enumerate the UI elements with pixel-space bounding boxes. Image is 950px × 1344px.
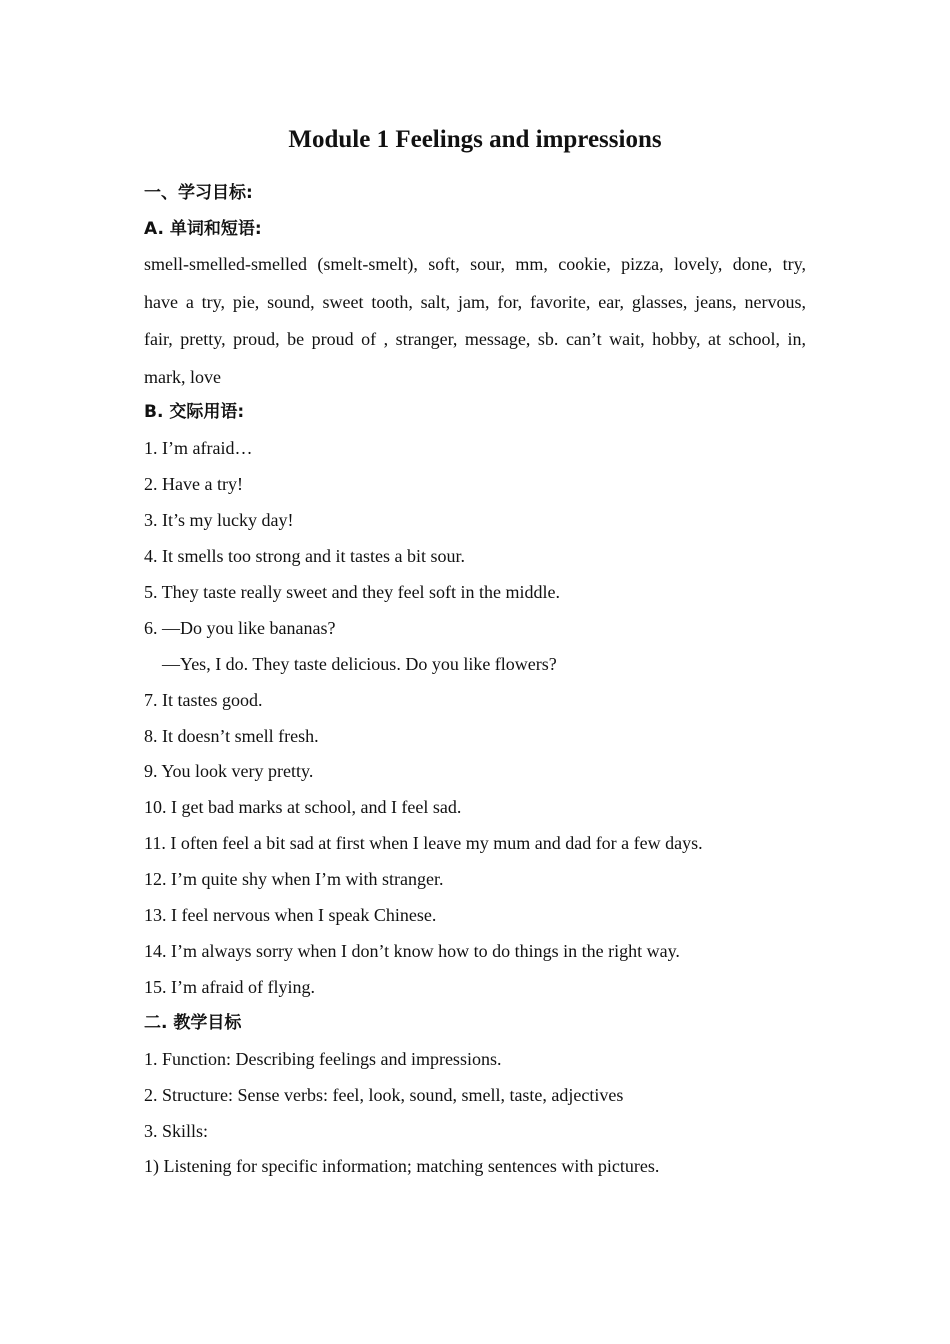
phrase-item: 1. I’m afraid… xyxy=(144,438,253,458)
goal-item: 1) Listening for specific information; matching sentences with pictures. xyxy=(144,1156,660,1176)
vocab-line: fair, pretty, proud, be proud of , stranger, message, sb. can’t wait, hobby, at school, in, xyxy=(144,329,806,349)
phrase-item: 11. I often feel a bit sad at first when I leave my mum and dad for a few days. xyxy=(144,833,703,853)
vocab-line: have a try, pie, sound, sweet tooth, salt, jam, for, favorite, ear, glasses, jeans, nervous, xyxy=(144,292,806,312)
goal-item: 3. Skills: xyxy=(144,1121,209,1141)
phrase-item: 8. It doesn’t smell fresh. xyxy=(144,726,319,746)
phrase-item: 3. It’s my lucky day! xyxy=(144,510,294,530)
goal-item: 2. Structure: Sense verbs: feel, look, sound, smell, taste, adjectives xyxy=(144,1085,624,1105)
vocab-line: smell-smelled-smelled (smelt-smelt), soft, sour, mm, cookie, pizza, lovely, done, try, xyxy=(144,254,806,274)
vocab-line: mark, love xyxy=(144,367,221,387)
subheading-communication: B. 交际用语: xyxy=(144,402,245,422)
phrase-item: 14. I’m always sorry when I don’t know how to do things in the right way. xyxy=(144,941,680,961)
goal-item: 1. Function: Describing feelings and impressions. xyxy=(144,1049,502,1069)
phrase-item: 15. I’m afraid of flying. xyxy=(144,977,315,997)
subheading-vocabulary: A. 单词和短语: xyxy=(144,219,262,239)
phrase-item: 7. It tastes good. xyxy=(144,690,263,710)
phrase-item: 5. They taste really sweet and they feel soft in the middle. xyxy=(144,582,561,602)
section-heading-learning-goals: 一、学习目标: xyxy=(144,183,253,203)
phrase-item: 13. I feel nervous when I speak Chinese. xyxy=(144,905,437,925)
phrase-item-reply: —Yes, I do. They taste delicious. Do you like flowers? xyxy=(162,654,557,674)
phrase-item: 6. —Do you like bananas? xyxy=(144,618,336,638)
phrase-item: 9. You look very pretty. xyxy=(144,761,314,781)
phrase-item: 2. Have a try! xyxy=(144,474,243,494)
document-title: Module 1 Feelings and impressions xyxy=(288,126,662,153)
section-heading-teaching-goals: 二. 教学目标 xyxy=(144,1013,242,1033)
phrase-item: 12. I’m quite shy when I’m with stranger. xyxy=(144,869,444,889)
phrase-item: 10. I get bad marks at school, and I feel sad. xyxy=(144,797,462,817)
phrase-item: 4. It smells too strong and it tastes a bit sour. xyxy=(144,546,465,566)
